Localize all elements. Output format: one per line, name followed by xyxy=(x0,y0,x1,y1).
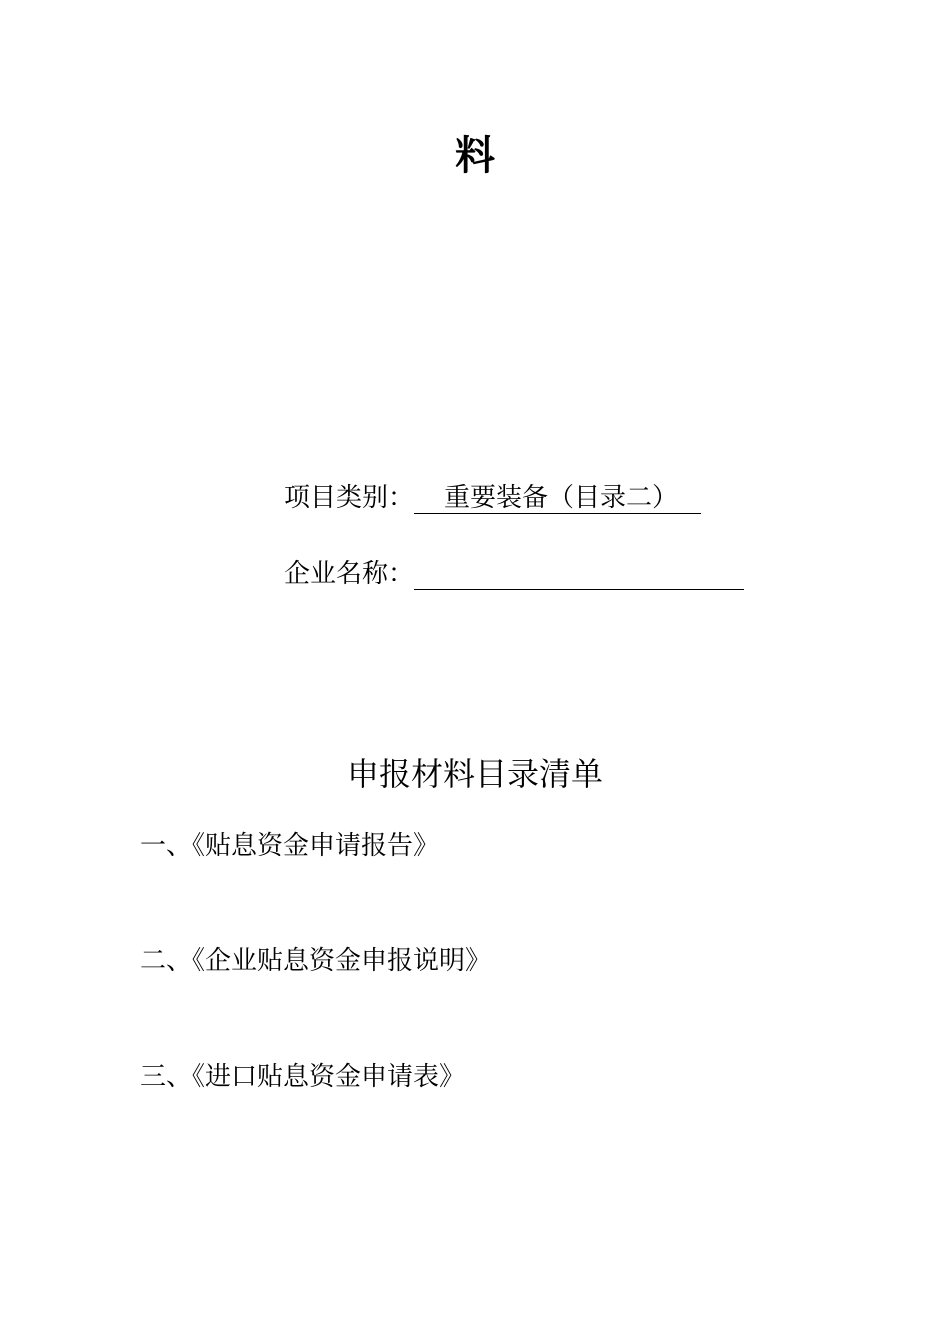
list-item: 一、《贴息资金申请报告》 xyxy=(140,831,440,861)
materials-list-title: 申报材料目录清单 xyxy=(346,755,603,793)
project-type-field xyxy=(284,480,701,516)
page-title: 料 xyxy=(455,133,495,179)
company-name-field xyxy=(284,556,744,592)
list-item: 二、《企业贴息资金申报说明》 xyxy=(140,946,492,976)
project-type-value: 重要装备（目录二） xyxy=(414,480,701,514)
company-name-value xyxy=(414,556,744,590)
list-item: 三、《进口贴息资金申请表》 xyxy=(140,1062,466,1092)
project-type-label: 项目类别： xyxy=(284,483,415,513)
company-name-label: 企业名称： xyxy=(284,559,415,589)
